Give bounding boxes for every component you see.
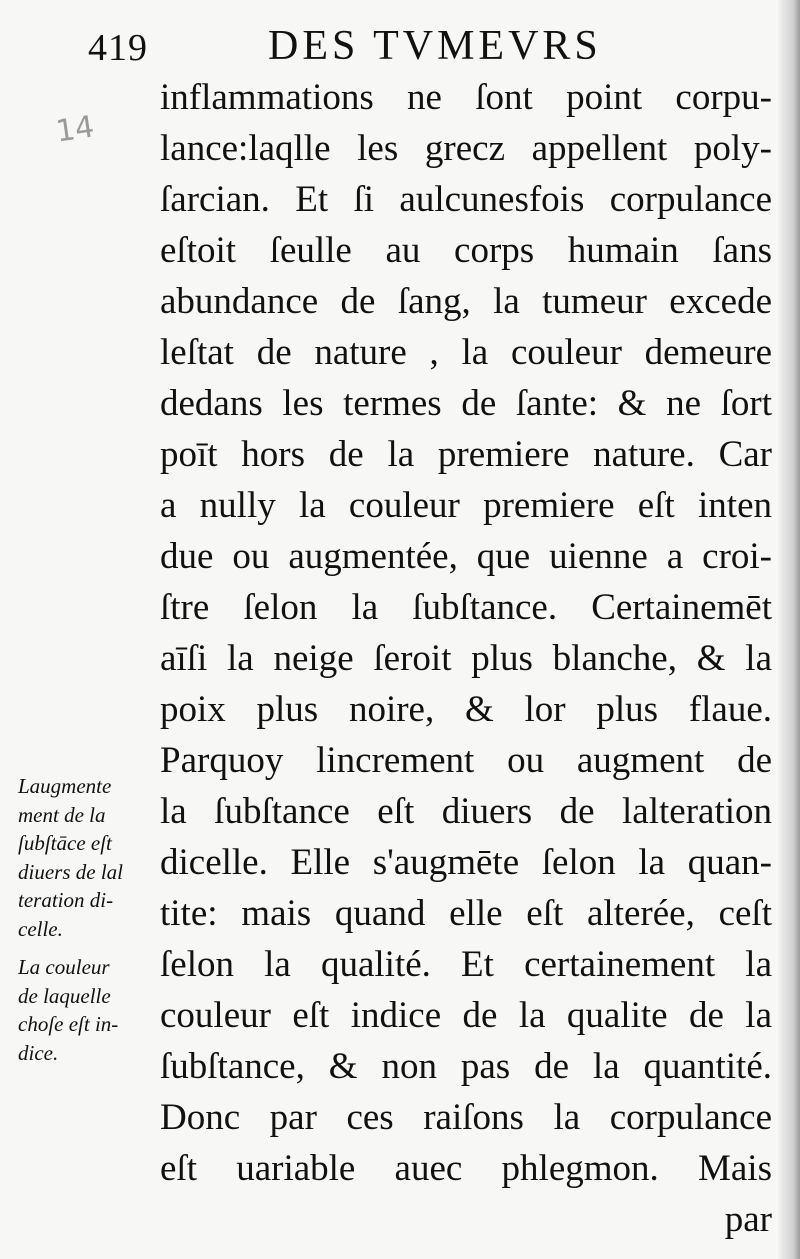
text-line: ſarcian. Et ſi aulcunesfois corpulance <box>160 179 772 220</box>
page-edge-shadow <box>778 0 800 1259</box>
margin-note-spacer <box>18 943 164 953</box>
margin-note-line: celle. <box>18 916 63 941</box>
text-line: aīſi la neige ſeroit plus blanche, & la <box>160 638 772 679</box>
text-line: tite: mais quand elle eſt alterée, ceſt <box>160 893 772 934</box>
margin-note-line: ment de la <box>18 802 106 827</box>
text-line: lance:laqlle les grecz appellent poly- <box>160 128 772 169</box>
text-line: a nully la couleur premiere eſt inten <box>160 485 772 526</box>
text-line: eſtoit ſeulle au corps humain ſans <box>160 230 772 271</box>
margin-note-line: dice. <box>18 1040 59 1065</box>
running-title: DES TVMEVRS <box>268 23 602 69</box>
text-line: eſt uariable auec phlegmon. Mais <box>160 1148 772 1189</box>
text-line: dicelle. Elle s'augmēte ſelon la quan- <box>160 842 772 883</box>
margin-note-line: de laquelle <box>18 983 111 1008</box>
margin-note-line: La couleur <box>18 955 110 979</box>
text-line: Parquoy lincrement ou augment de <box>160 740 772 781</box>
handwritten-pencil-mark: 14 <box>53 109 97 150</box>
main-text-block <box>160 72 772 1245</box>
margin-note-line: teration di- <box>18 888 114 912</box>
text-line: abundance de ſang, la tumeur excede <box>160 281 772 322</box>
text-line: ſelon la qualité. Et certainement la <box>160 944 772 985</box>
margin-note-line: Laugmente <box>18 774 112 798</box>
page-header <box>0 18 800 78</box>
text-line: ſubſtance, & non pas de la quantité. <box>160 1046 772 1087</box>
text-line: poīt hors de la premiere nature. Car <box>160 434 772 475</box>
text-line: due ou augmentée, que uienne a croi- <box>160 536 772 577</box>
text-line: la ſubſtance eſt diuers de lalteration <box>160 791 772 832</box>
catchword: par <box>724 1199 772 1240</box>
page-number: 419 <box>88 27 148 69</box>
margin-note-line: diuers de lal <box>18 859 123 884</box>
text-line: couleur eſt indice de la qualite de la <box>160 995 772 1036</box>
text-line: leſtat de nature , la couleur demeure <box>160 332 772 373</box>
marginal-notes <box>18 772 164 1067</box>
margin-note-line: ſubſtāce eſt <box>18 831 112 855</box>
text-line: Donc par ces raiſons la corpulance <box>160 1097 772 1138</box>
text-line: poix plus noire, & lor plus flaue. <box>160 689 772 730</box>
text-line: ſtre ſelon la ſubſtance. Certainemēt <box>160 587 772 628</box>
margin-note-line: choſe eſt in- <box>18 1012 119 1036</box>
text-line: dedans les termes de ſante: & ne ſort <box>160 383 772 424</box>
text-line: inflammations ne ſont point corpu- <box>160 77 772 118</box>
